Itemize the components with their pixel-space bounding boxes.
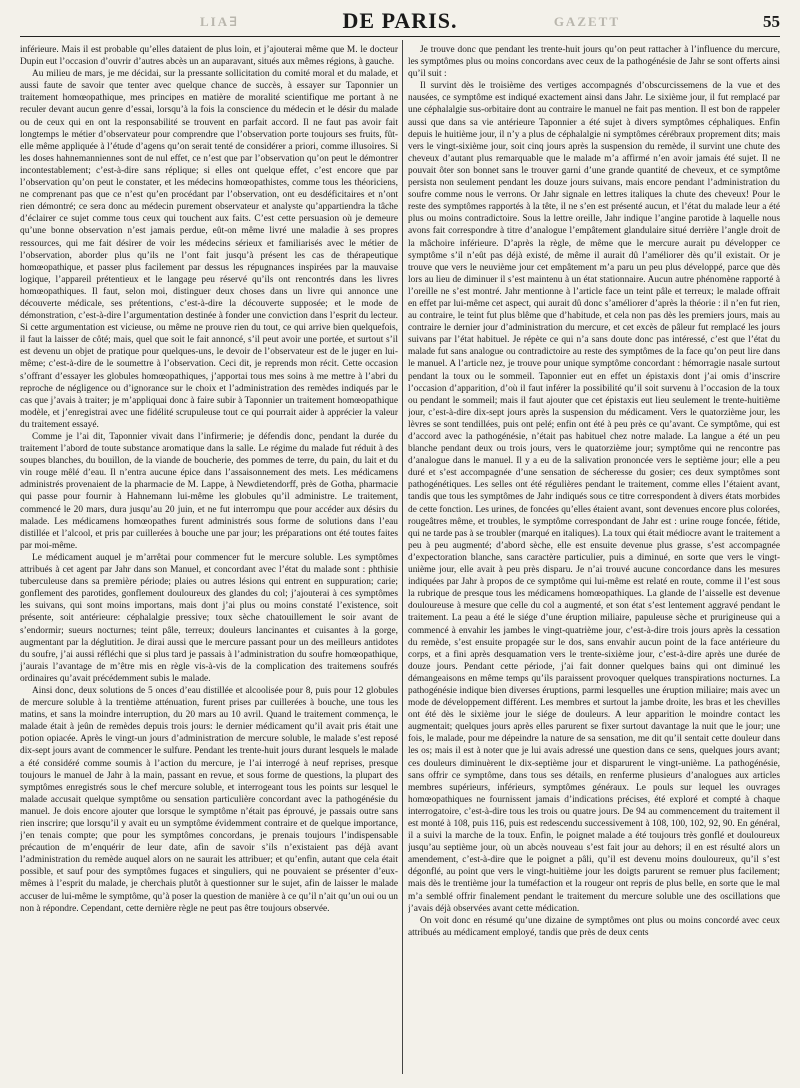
column-divider: [402, 40, 403, 1074]
paragraph: On voit donc en résumé qu’une dizaine de symptômes ont plus ou moins concordé avec ceux attribués au médicament employé, tandis que près de deux cents: [408, 915, 780, 938]
masthead-title: DE PARIS.: [342, 8, 458, 33]
left-column: [20, 44, 398, 1074]
paragraph: Il survint dès le troisième des vertiges accompagnés d’obscurcissemens de la vue et des nausées, ce symptôme est indiqué exactement ainsi dans Jahr. Le sixième jour, il fut remplacé par une céphalalgie sus-orbitaire dont au contraire le manuel ne fait pas mention. Il est bon de rappeler aussi que dans sa vie antérieure Taponnier a été sujet à divers symptômes céphaliques. Enfin depuis le huitième jour, il n’y a plus de céphalalgie ni symptômes cérébraux proprement dits; mais vers le vingt-sixième jour, soit cinq jours après la suspension du remède, il survint une chute des cheveux d’autant plus remarquable que le malade m’a affirmé n’en avoir jamais été sujet. Il ne pouvait ôter son bonnet sans le trouver garni d’une grande quantité de cheveux, et ce symptôme persista non seulement pendant les douze jours suivans, mais encore pendant l’administration du soufre comme nous le verrons. Or Jahr signale en lettres italiques la chute des cheveux! Pour le reste des symptômes rapportés à la tête, il ne s’en est présenté aucun, et l’état du malade leur a été plus ou moins contradictoire. Sous la lettre oreille, Jahr indique l’angine parotide à laquelle nous avons fait correspondre à titre d’analogue l’empâtement glandulaire situé derrière l’angle droit de la mâchoire inférieure. D’après la règle, de même que le mercure aurait pu développer ce symptôme s’il n’eût pas déjà existé, de même il aurait dû l’améliorer dès qu’il existait. Or je trouve que vers le neuvième jour cet empâtement m’a paru un peu plus développé, parce que dès lors au lieu de diminuer il s’est maintenu à un état stationnaire. Aucun autre phénomène rapporté à l’oreille ne s’est montré. Jahr mentionne à l’article face un teint pâle et terreux; le malade offrait en effet par lui-même cet aspect, qui aurait dû donc s’améliorer d’après la théorie : il n’en fut rien, au contraire, le teint fut plus blême que d’habitude, et cela non pas dès les premiers jours, mais au contraire le dernier jour d’administration du mercure, et cet excès de pâleur fut remplacé les jours suivans par l’état habituel. Je répète ce qui n’a sans doute donc pas intéressé, c’est que l’état du malade fut sans analogue ou contradictoire au reste des symptômes de la face qu’on peut lire dans le manuel. A l’article nez, je trouve pour unique symptôme concordant : hémorragie nasale surtout pendant la toux ou le sommeil. Taponnier eut en effet un épistaxis dont j’ai omis d’inscrire l’occasion d’apparition, d’où il faut inférer la possibilité qu’il soit survenu à l’occasion de la toux ou pendant le sommeil; mais il faut ajouter que cet épistaxis eut lieu seulement le trente-huitième jour, c’est-à-dire dix-sept jours après la suspension du médicament. Vers le quatorzième jour, les lèvres se sont tendillées, puis ont pelé; enfin ont été à peu près ce qu’avant. Ce symptôme, qui est d’accord avec la pathogénésie, n’était pas habituel chez notre malade. La langue a été un peu blanche pendant deux ou trois jours, vers le quatorzième jour; symptôme qui ne rencontre pas d’analogue dans le manuel. Il y a eu de la salivation prononcée vers le septième jour; elle a peu duré et s’est accompagnée d’une sensation de sécheresse du gosier; ces deux symptômes sont pathogénétiques. Les selles ont été régulières pendant le traitement, comme elles l’étaient avant, tandis que tous les symptômes de Jahr indiqués sous ce titre correspondent à divers états morbides de cette fonction. Les urines, de foncées qu’elles étaient avant, sont devenues encore plus colorées, rougeâtres même, et troubles, le symptôme correspondant de Jahr est : urine rouge foncée, fétide, qui ne tarde pas à se troubler (marqué en italiques). La toux qui était médiocre avant le traitement a peu à peu augmenté; d’abord sèche, elle est ensuite devenue plus grasse, s’est accompagnée d’expectoration blanche, sans caractère particulier, puis a diminué, en sorte que vers le vingt-unième jour, elle avait à peu près disparu. Je n’ai trouvé aucune concordance dans les mesures indiquées par Jahr à propos de ce symptôme qui lui-même est relaté en route, comme il l’est sous la rubrique de presque tous les médicamens homœopathiques. La glande de l’aisselle est devenue douloureuse à mesure que celle du col a augmenté, et son état s’est lentement aggravé pendant le traitement. La peau a été le siége d’une éruption miliaire, papuleuse sèche et prurigineuse qui a commencé à envahir les jambes le vingt-quatrième jour, c’est-à-dire trois jours après la cessation du remède, s’est ensuite propagée sur le dos, sans envahir aucun point de la face antérieure du corps, et a fini après desquamation vers le trente-sixième jour, c’est-à-dire après une durée de douze jours. Pendant cette période, j’ai fait donner quelques bains qui ont diminué les démangeaisons en même temps qu’ils paraissent provoquer quelques transpirations nocturnes. La pathogénésie indique bien diverses éruptions, parmi lesquelles une éruption miliaire; mais avec un mode de développement différent. Les membres et surtout la jambe droite, les bras et les chevilles ont été dès le sixième jour le siége de douleurs. A leur apparition le moindre contact les augmentait; quelques jours après elles parurent se fixer surtout davantage la nuit que le jour; une fois, le malade, pour me dépeindre la nature de sa sensation, me dit qu’il sentait cette douleur dans les os; mais il est à noter que je lui avais adressé une question dans ce sens, quelques jours avant; ces douleurs diminuèrent le dix-septième jour et disparurent le vingt-unième. La pathogénésie, sans offrir ce symptôme, dans tous ses détails, en renferme plusieurs d’analogues aux articles membres supérieurs, inférieurs, symptômes généraux. Le pouls sur lequel les ouvrages homœopathiques ne fournissent jamais d’indications précises, été exploré et compté à chaque interrogatoire, c’est-à-dire tous les trois ou quatre jours. De 94 au commencement du traitement il est monté à 108, puis 116, puis est redescendu successivement à 108, 100, 102, 92, 90. En général, il a suivi la marche de la toux. Enfin, le poignet malade a été toujours très gonflé et douloureux jusqu’au septième jour, où un abcès nouveau s’est fait jour au dehors; il en est résulté alors un amendement, c’est-à-dire que le poignet a pâli, qu’il est devenu moins douloureux, qu’il s’est dégonflé, au point que vers le vingt-huitième jour les doigts parurent se remuer plus facilement; mais dès le trentième jour la tuméfaction et la rougeur ont repris de plus belle, en sorte que le mal m’a semblé offrir finalement pendant le traitement du mercure soluble une des oscillations que j’avais déjà observées avant cette médication.: [408, 81, 780, 914]
bleed-through-text-left: LIA∃: [200, 14, 240, 29]
paragraph: inférieure. Mais il est probable qu’elles dataient de plus loin, et j’ajouterai même que M. le docteur Dupin eut l’occasion d’ouvrir d’autres abcès un an auparavant, situés aux mêmes régions, à gauche.: [20, 45, 398, 68]
page-number: 55: [763, 12, 780, 31]
paragraph: Ainsi donc, deux solutions de 5 onces d’eau distillée et alcoolisée pour 8, puis pour 12 globules de mercure soluble à la trentième atténuation, furent prises par cuillerées à bouche, une tous les matins, et sans la moindre interruption, du 20 mars au 10 avril. Quand le traitement commença, le malade était à jeûn de remèdes depuis trois jours: le dernier médicament qu’il avait pris était une potion opiacée. Après le vingt-un jours d’administration de mercure soluble, le malade s’est reposé dix-sept jours avant de commencer le sulfure. Pendant les trente-huit jours durant lesquels le malade a été considéré comme soumis à l’action du mercure, je l’ai interrogé à neuf reprises, presque toujours le manuel de Jahr à la main, passant en revue, et sous forme de questions, la plupart des symptômes enregistrés sous le chef mercure soluble, et interrogeant tous les points sur lesquel le malade accusait quelque symptôme ou sensation particulière concordant avec la pathogénésie du manuel. Je dois encore ajouter que lorsque le symptôme n’était pas éprouvé, je passais outre sans rien inscrire; que lorsqu’il y avait eu un symptôme évidemment contraire et de quelque importance, j’en tenais compte; que pour les symptômes concordans, je prenais toujours l’indispensable précaution de m’enquérir de leur date, afin de savoir s’ils n’existaient pas déjà avant l’administration du remède auquel alors on ne saurait les attribuer; et qu’enfin, autant que cela était possible, et sauf pour des symptômes fugaces et singuliers, qui ne pouvaient se présenter d’eux-mêmes à l’esprit du malade, je cherchais plutôt à questionner sur le sujet, afin de laisser le malade accuser de lui-même le symptôme, qu’à poser la question de manière à ce qu’il n’ait qu’un oui ou un non à répondre. Cependant, cette dernière règle ne peut pas être toujours observée.: [20, 685, 398, 914]
paragraph: Comme je l’ai dit, Taponnier vivait dans l’infirmerie; je défendis donc, pendant la durée du traitement l’abord de toute substance aromatique dans la salle. Le régime du malade fut réduit à des soupes blanches, du bouillon, de la viande de boucherie, des pommes de terre, du pain, du lait et du vin rouge mêlé d’eau. Il n’entra aucune épice dans l’assaisonnement des mets. Les médicamens administrés provenaient de la pharmacie de M. Lappe, à Newdietendorff, près de Gotha, pharmacie qui passe pour fournir à Hahnemann lui-même les globules qu’il administre. Le traitement, commencé le 20 mars, dura jusqu’au 20 juin, et ne fut interrompu que pour accéder aux désirs du malade. Les médicamens homœopathes furent administrés sous forme de solutions dans l’eau distillée et l’alcool, et pris par cuillerées à bouche une par jour; les préparations ont été toutes faites par moi-même.: [20, 432, 398, 551]
paragraph: Au milieu de mars, je me décidai, sur la pressante sollicitation du comité moral et du malade, et aussi faute de savoir que tenter avec quelque chance de succès, à essayer sur Taponnier un traitement homœopathique, mes principes en matière de moralité scientifique me portant à ne reculer devant aucun genre d’essai, lorsqu’à la fois la conscience du médecin et le désir du malade ou de ceux qui en ont la responsabilité se trouvent en parfait accord. Il ne faut pas avoir fait longtemps le métier d’observateur pour comprendre que l’observation porte toujours ses fruits, fût-elle même appliquée à l’étude d’agens qu’on serait tenté de considérer a priori, comme illusoires. Si les doses hahnemanniennes sont de nul effet, ce n’est que par l’observation qu’on peut le démontrer incontestablement; c’est-à-dire sans réplique; si elles ont quelque effet, c’est encore que par l’observation qu’on peut le constater, et les médecins homœopathistes, comme tous les théoriciens, ne comprenant pas que ce n’est qu’en procédant par l’observation, ont eu desdéficitaires et n’ont rien démontré; ce sera donc au médecin purement observateur et analyste qu’appartiendra la tâche d’éclairer ce sujet comme tous ceux qui touchent aux faits. C’est cette persuasion où je demeure qu’une bonne observation n’est jamais perdue, eût-on même livré une maladie à ses propres ressources, qui me fait désirer de voir les médecins sérieux et familiarisés avec le métier de l’observation, aborder plus qu’ils ne l’ont fait jusqu’à présent les cas de thérapeutique homœopathique, et passer plus facilement par dessus les répugnances inspirées par la mauvaise logique, l’appareil prétentieux et le langage peu réservé qu’ils ont rencontrés dans les livres homœopathiques. Il faut, selon moi, distinguer deux choses dans un livre qui annonce une découverte médicale, ses prétentions, c’est-à-dire la découverte supposée; et le mode de démonstration, c’est-à-dire l’argumentation destinée à fonder une conviction dans l’esprit du lecteur. Si cette argumentation est vicieuse, ou même ne prouve rien du tout, ce qui arrive bien quelquefois, il faut la laisser de côté; mais, quel que soit le fait annoncé, s’il peut avoir une portée, et surtout s’il est devenu un objet de pratique pour quelques-uns, le devoir de l’observateur est de le juger en lui-même; c’est-à-dire de le soumettre à l’observation. Ceci dit, je reprends mon récit. Cette occasion s’offrant d’essayer les globules homœopathiques, j’apportai tous mes soins à me mettre à l’abri du reproche de négligence ou d’ignorance sur le choix et l’administration des remèdes indiqués par le cas que j’avais à traiter; je m’appliquai donc à faire subir à Taponnier un traitement homœopathique modèle, et j’enregistrai avec une fidélité scrupuleuse tout ce qui pourrait aider à apprécier la valeur du traitement essayé.: [20, 69, 398, 430]
right-column: [408, 44, 780, 1074]
paragraph: Je trouve donc que pendant les trente-huit jours qu’on peut rattacher à l’influence du mercure, les symptômes plus ou moins concordans avec ceux de la pathogénésie de Jahr se sont offerts ainsi qu’il suit :: [408, 45, 780, 80]
bleed-through-text-right: GAZETT: [553, 14, 620, 29]
paragraph: Le médicament auquel je m’arrêtai pour commencer fut le mercure soluble. Les symptômes attribués à cet agent par Jahr dans son Manuel, et concordant avec l’état du malade sont : phthisie tuberculeuse dans sa première période; plaies ou autres lésions qui entrent en suppuration; carie; gonflement des parotides, gonflement douloureux des glandes du col; j’ajouterai à ces symptômes les suivans, qui sont moins importans, mais dont j’ai plus ou moins constaté l’existence, soit présente, soit antérieure: céphalalgie pressive; toux sèche chatouillement le soir avant de s’endormir; sueurs nocturnes; teint pâle, terreux; douleurs lancinantes et cuisantes à la gorge, augmentant par la déglutition. Je dirai aussi que le mercure passant pour un des meilleurs antidotes du soufre, j’ai aussi réfléchi que si plus tard je passais à l’administration du soufre homœopathique, j’aurais l’avantage de m’être mis en règle vis-à-vis de la complication des traitemens soufrés ordinaires qu’avait précédemment subis le malade.: [20, 552, 398, 684]
page-header: [20, 8, 780, 37]
